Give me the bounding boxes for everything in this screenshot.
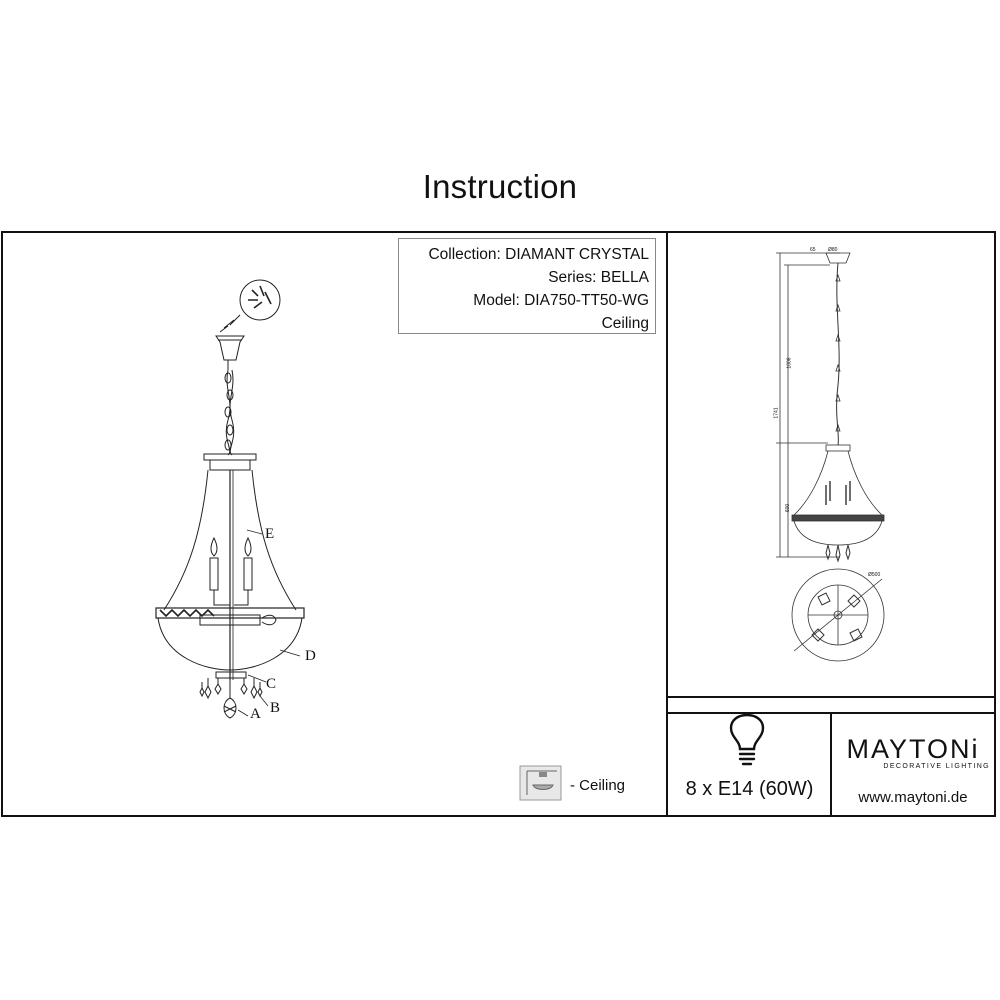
dim-top-offset: 65 (810, 247, 816, 253)
dim-canopy-diameter: Ø80 (828, 247, 838, 253)
light-bulb-icon (728, 713, 766, 767)
bottom-plate (216, 672, 246, 678)
top-plate (204, 454, 256, 470)
part-label-e: E (265, 526, 275, 542)
part-label-b: B (270, 700, 281, 716)
part-label-a: A (250, 706, 261, 722)
website-link[interactable]: www.maytoni.de (858, 789, 968, 806)
series-text: Series: BELLA (548, 269, 649, 286)
chain (225, 370, 234, 455)
main-divider (666, 233, 668, 815)
info-divider-top (666, 696, 996, 698)
collection-text: Collection: DIAMANT CRYSTAL (428, 246, 649, 263)
chandelier-exploded-drawing (150, 270, 330, 730)
part-label-c: C (266, 676, 277, 692)
crystal-pendants (200, 678, 262, 698)
dim-chain-length: 1006 (786, 357, 793, 369)
dim-body-height: 600 (785, 503, 792, 513)
canopy (216, 336, 244, 370)
brand-name: MAYTONi (846, 734, 980, 764)
glass-bell-left (164, 470, 208, 610)
document-title: Instruction (422, 168, 578, 205)
ceiling-mount-label: - Ceiling (570, 777, 626, 794)
crystal-finial (224, 680, 236, 718)
mounting-hardware-detail (220, 280, 280, 332)
product-info-box (398, 238, 656, 334)
maytoni-logo (833, 734, 993, 770)
candle-holders (210, 538, 252, 605)
dim-body-diameter: Ø500 (868, 572, 881, 578)
bulb-spec-text: 8 x E14 (60W) (685, 778, 814, 800)
dim-total-height: 1741 (773, 407, 780, 419)
model-text: Model: DIA750-TT50-WG (473, 292, 649, 309)
mount-text: Ceiling (601, 315, 649, 332)
brand-tagline: DECORATIVE LIGHTING (883, 763, 990, 770)
part-label-d: D (305, 648, 316, 664)
ceiling-mount-icon (519, 765, 562, 801)
dimension-drawing (770, 245, 900, 665)
